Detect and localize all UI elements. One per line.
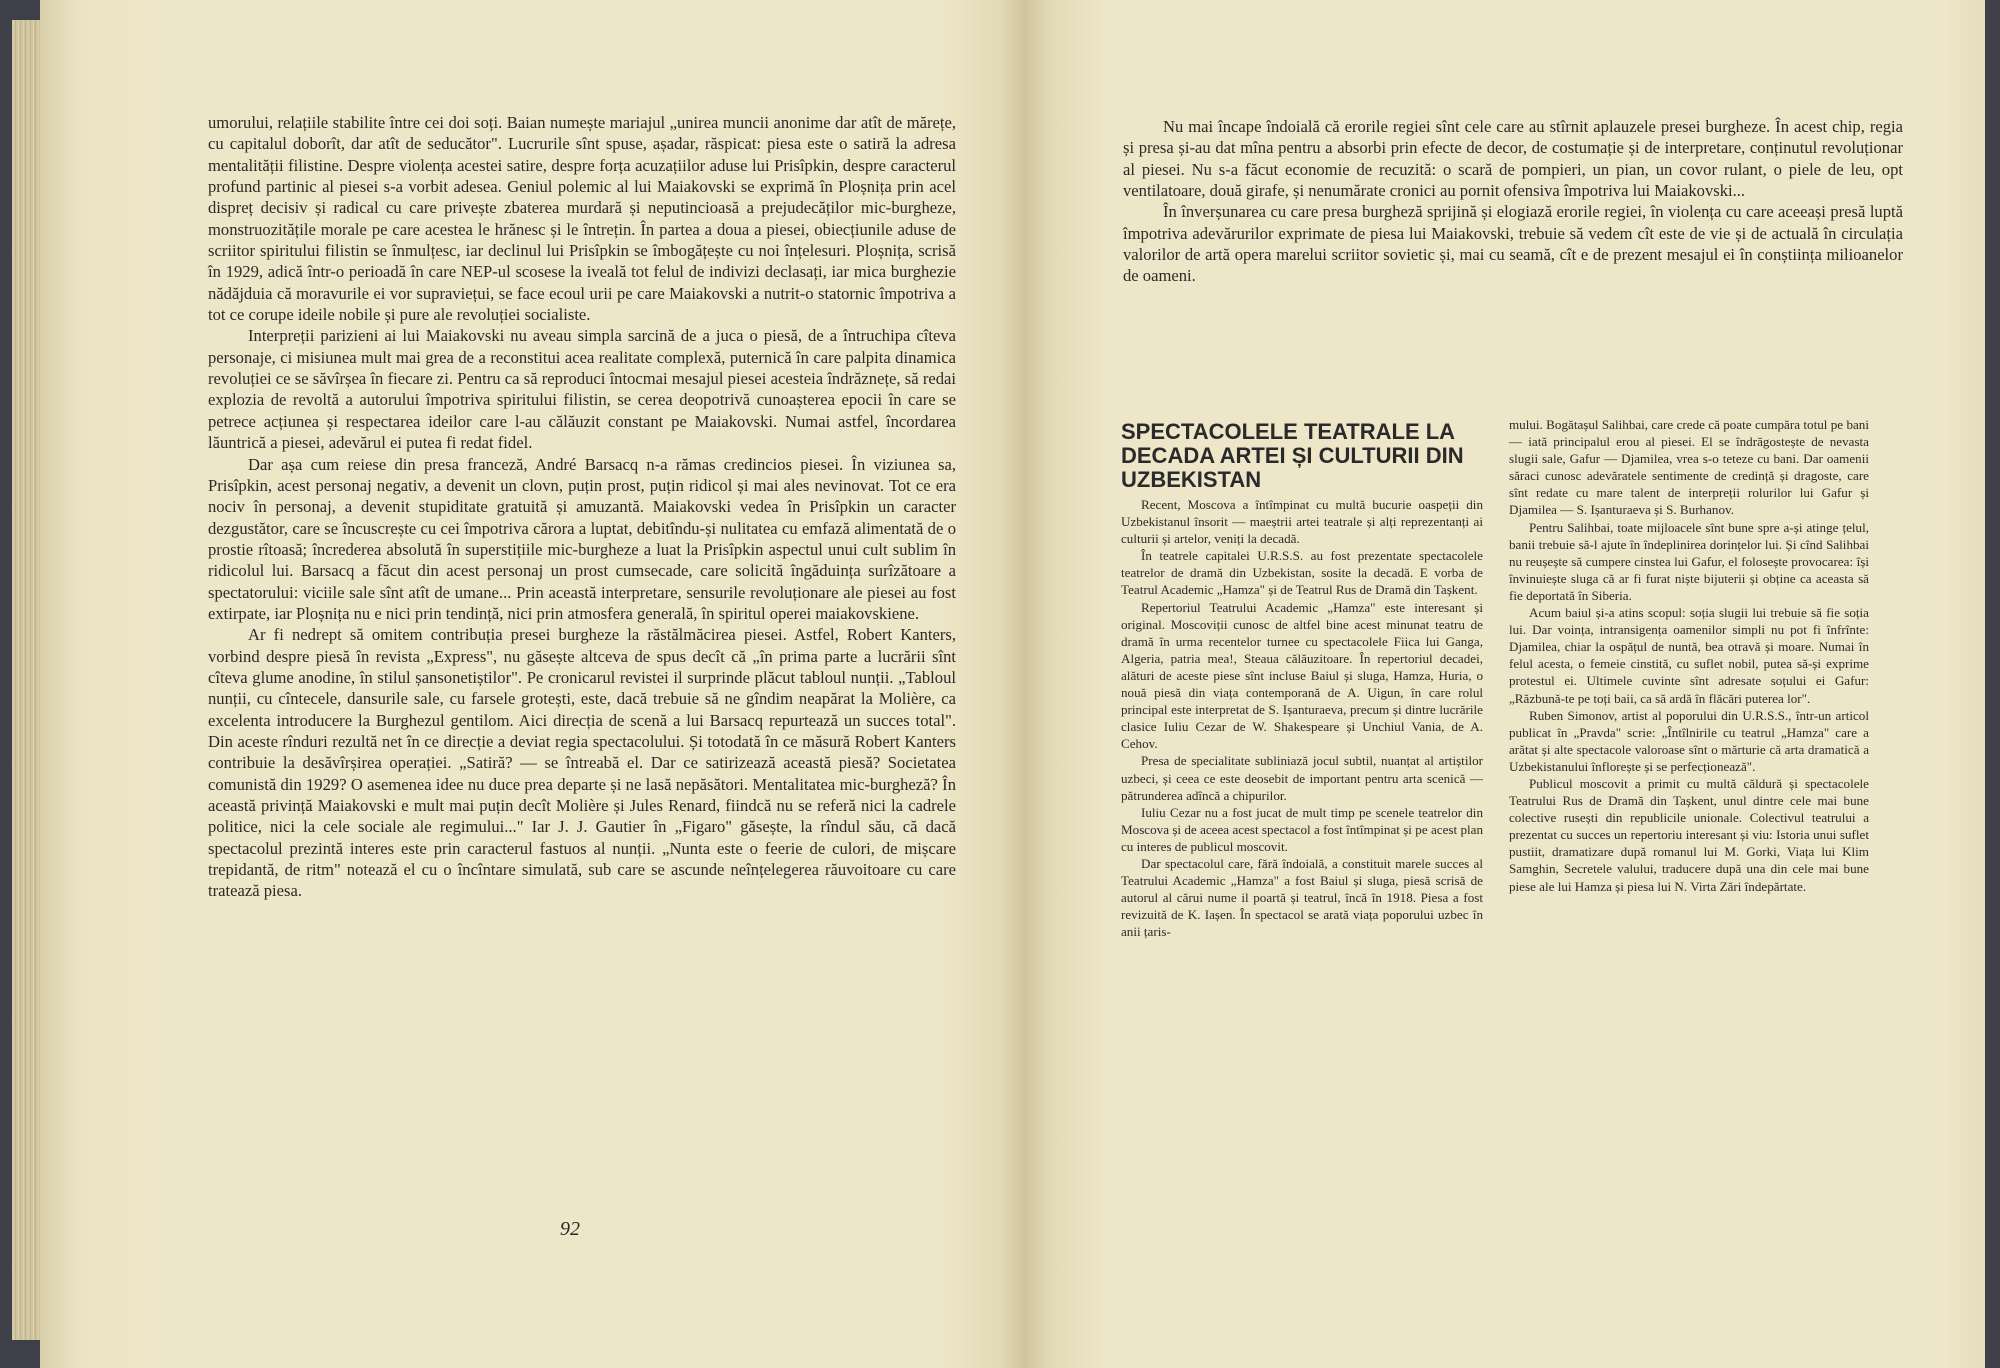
column2-paragraph-2: Pentru Salihbai, toate mijloacele sînt bune spre a-și atinge țelul, banii trebuie să-l ajute în îndeplinirea dorințelor lui. Și cînd Salihbai nu reușește să cumpere cinstea lui Gafur, el folosește provocarea: își învinuiește sluga că ar fi furat niște bijuterii și obține ca aceasta să fie deportată în Siberia. (1509, 519, 1869, 603)
left-paragraph-2: Interpreții parizieni ai lui Maiakovski nu aveau simpla sarcină de a juca o piesă, de a întruchipa cîteva personaje, ci misiunea mult mai grea de a reconstitui acea realitate complexă, puternică în care palpita dinamica revoluției ce se săvîrșea în fiecare zi. Pentru ca să reproduci întocmai mesajul piesei acesteia îndrăznețe, să redai explozia de revoltă a autorului împotriva spiritului filistin, se cerea deopotrivă cunoașterea epocii în care se petrece acțiunea și respectarea ideilor care l-au călăuzit constant pe Maiakovski. Numai astfel, încordarea lăuntrică a piesei, adevărul ei putea fi redat fidel. (208, 326, 956, 453)
column2-paragraph-4: Ruben Simonov, artist al poporului din U.R.S.S., într-un articol publicat în „Pravda" scrie: „Întîlnirile cu teatrul „Hamza" care a arătat și alte spectacole valoroase sînt o mărturie că arta dramatică a Uzbekistanului înflorește și se perfecționează". (1509, 707, 1869, 774)
right-paragraph-1: Nu mai încape îndoială că erorile regiei sînt cele care au stîrnit aplauzele presei burgheze. În acest chip, regia și presa și-au dat mîna pentru a absorbi prin efecte de decor, de costumație și de interpretare, conținutul revoluționar al piesei. Nu s-a făcut economie de recuzită: o scară de pompieri, un pian, un covor rulant, o piele de leu, opt ventilatoare, două girafe, și nenumărate cronici au pornit ofensiva împotriva lui Maiakovski... (1123, 117, 1903, 201)
column2-paragraph-5: Publicul moscovit a primit cu multă căldură și spectacolele Teatrului Rus de Dramă din Tașkent, unul dintre cele mai bune colective rusești din republicile unionale. Colectivul teatrului a prezentat cu succes un repertoriu interesant și viu: Istoria unui suflet pustiit, dramatizare după romanul lui M. Gorki, Viața lui Klim Samghin, Secretele valului, traducere după una din cele mai bune piese ale lui Hamza și piesa lui N. Virta Zări îndepărtate. (1509, 775, 1869, 894)
article-column-1 (1121, 496, 1483, 940)
right-page-top-body (1123, 116, 1903, 287)
page-number: 92 (560, 1218, 580, 1240)
right-page (1025, 0, 1985, 1368)
article-heading: SPECTACOLELE TEATRALE LA DECADA ARTEI ȘI CULTURII DIN UZBEKISTAN (1121, 419, 1464, 492)
article-column-2 (1509, 416, 1869, 895)
column2-paragraph-3: Acum baiul și-a atins scopul: soția slugii lui trebuie să fie soția lui. Dar voința, intransigența oamenilor simpli nu pot fi înfrînte: Djamilea, chiar la ospățul de nuntă, bea otravă și moare. Numai în felul acesta, o femeie cinstită, cu suflet nobil, putea să-și exprime protestul ei. Ultimele cuvinte sînt adresate soțului ei Gafur: „Răzbună-te pe toți baii, ca să ardă în flăcări puterea lor". (1509, 605, 1869, 706)
column1-paragraph-4: Presa de specialitate subliniază jocul subtil, nuanțat al artiștilor uzbeci, și ceea ce este deosebit de important pentru arta scenică — pătrunderea adîncă a chipurilor. (1121, 753, 1483, 803)
column1-paragraph-2: În teatrele capitalei U.R.S.S. au fost prezentate spectacolele teatrelor de dramă din Uzbekistan, sosite la decadă. E vorba de Teatrul Academic „Hamza" și de Teatrul Rus de Dramă din Tașkent. (1121, 548, 1483, 598)
column1-paragraph-1: Recent, Moscova a întîmpinat cu multă bucurie oaspeții din Uzbekistanul însorit — maeștrii artei teatrale și alți reprezentanți ai culturii și artelor, veniți la decadă. (1121, 497, 1483, 547)
column1-paragraph-3: Repertoriul Teatrului Academic „Hamza" este interesant și original. Moscoviții cunosc de altfel bine acest minunat teatru de dramă în urma recentelor turnee cu spectacolele Fiica lui Ganga, Algeria, patria mea!, Steaua călăuzitoare. În repertoriul decadei, alături de aceste piese sînt incluse Baiul și sluga, Hamza, Huria, o nouă piesă din viața contemporană de A. Uigun, în care rolul principal este interpretat de S. Ișanturaeva, precum și dintre lucrările clasice Iuliu Cezar de W. Shakespeare și Unchiul Vania, de A. Cehov. (1121, 599, 1483, 752)
column1-paragraph-5: Iuliu Cezar nu a fost jucat de mult timp pe scenele teatrelor din Moscova și de aceea acest spectacol a fost întîmpinat și pe acest plan cu interes de publicul moscovit. (1121, 804, 1483, 854)
left-page-body (208, 112, 956, 902)
left-page (40, 0, 1025, 1368)
column1-paragraph-6: Dar spectacolul care, fără îndoială, a constituit marele succes al Teatrului Academic „Hamza" a fost Baiul și sluga, piesă scrisă de autorul al cărui nume il poartă și teatrul, încă în 1918. Piesa a fost revizuită de K. Iașen. În spectacol se arată viața poporului uzbec în anii țaris- (1121, 855, 1483, 940)
left-paragraph-4: Ar fi nedrept să omitem contribuția presei burgheze la răstălmăcirea piesei. Astfel, Robert Kanters, vorbind despre piesă în revista „Express", nu găsește altceva de spus decît că „în prima parte a lucrării sînt cîteva glume anodine, în stilul șansonetiștilor". Pe cronicarul revistei il surprinde plăcut tabloul nunții. „Tabloul nunții, cu cîntecele, dansurile sale, cu farsele grotești, este, dacă trebuie să ne gîndim neapărat la Molière, ca excelenta introducere la Burghezul gentilom. Aici direcția de scenă a lui Barsacq repurtează un succes total". Din aceste rînduri rezultă net în ce direcție a deviat regia spectacolului. Și totodată în ce măsură Robert Kanters contribuie la desăvîrșirea operației. „Satiră? — se întreabă el. Dar ce satirizează această piesă? Societatea comunistă din 1929? O asemenea idee nu duce prea departe și ne lasă nepăsători. Mentalitatea mic-burgheză? În această privință Maiakovski e mult mai puțin decît Molière și Jules Renard, fiindcă nu se referă nici la cadrele politice, nici la cele sociale ale regimului..." Iar J. J. Gautier în „Figaro" găsește, la rîndul său, că dacă spectacolul prezintă interes este prin caracterul fastuos al nunții. „Nunta este o feerie de culori, de mișcare trepidantă, de ritm" notează el cu o încîntare simulată, sub care se ascunde neînțelegerea răuvoitoare cu care tratează piesa. (208, 625, 956, 901)
left-paragraph-3: Dar așa cum reiese din presa franceză, André Barsacq n-a rămas credincios piesei. În viziunea sa, Prisîpkin, acest personaj negativ, a devenit un clovn, puțin prost, puțin ridicol și mai ales nevinovat. Tot ce era nociv în personaj, a devenit stupiditate gratuită și amuzantă. Maiakovski vedea în Prisîpkin un caracter dezgustător, care se încuscrește cu cei împotriva cărora a luptat, debitîndu-și nulitatea cu emfază alimentată de o prostie rîtoasă; încrederea absolută în superstițiile mic-burgheze a luat la Prisîpkin aspectul unui cult sublim în ridicolul lui. Barsacq a făcut din acest personaj un prost cumsecade, care solicită îngăduința surîzătoare a spectatorului: viciile sale sînt atît de umane... Prin această interpretare, sensurile revoluționare ale piesei au fost extirpate, iar Ploșnița nu e nici prin tendință, nici prin atmosfera generală, în spiritul operei maiakovskiene. (208, 454, 956, 623)
column2-paragraph-1: mului. Bogătașul Salihbai, care crede că poate cumpăra totul pe bani — iată principalul erou al piesei. El se îndrăgostește de nevasta slugii sale, Gafur — Djamilea, vrea s-o teteze cu bani. Dar oamenii săraci cunosc adevăratele sentimente de credință și dragoste, care sînt redate cu mare talent de interpreții rolurilor lui Gafur și Djamilea — S. Ișanturaeva și S. Burhanov. (1509, 417, 1869, 518)
right-paragraph-2: În înverșunarea cu care presa burgheză sprijină și elogiază erorile regiei, în violența cu care aceeași presă luptă împotriva adevărurilor exprimate de piesa lui Maiakovski, trebuie să vedem cît este de vie și de actuală în circulația valorilor de artă opera marelui scriitor sovietic și, mai cu seamă, cît e de prezent mesajul ei în conștiința milioanelor de oameni. (1123, 202, 1903, 286)
left-paragraph-1: umorului, relațiile stabilite între cei doi soți. Baian numește mariajul „unirea muncii anonime dar atît de mărețe, cu capitalul doborît, dar atît de seducător". Lucrurile sînt spuse, așadar, răspicat: piesa este o satiră la adresa mentalității filistine. Despre violența acestei satire, despre forța acuzațiilor aduse lui Prisîpkin, despre caracterul profund partinic al piesei s-a vorbit adesea. Geniul polemic al lui Maiakovski se exprimă în Ploșnița prin acel dispreț decisiv și radical cu care privește zbaterea murdară și neputincioasă a prejudecăților mic-burgheze, monstruozitățile morale pe care acestea le hrănesc și le întrețin. În partea a doua a piesei, obiecțiunile aduse de scriitor spiritului filistin se înmulțesc, iar declinul lui Prisîpkin se îmbogățește cu noi înțelesuri. Ploșnița, scrisă în 1929, adică într-o perioadă în care NEP-ul scosese la iveală tot felul de indivizi declasați, iar mica burghezie nădăjduia că moravurile ei vor supraviețui, se face ecoul urii pe care Maiakovski a nutrit-o statornic împotriva a tot ce corupe ideile nobile și pure ale revoluției socialiste. (208, 113, 956, 325)
